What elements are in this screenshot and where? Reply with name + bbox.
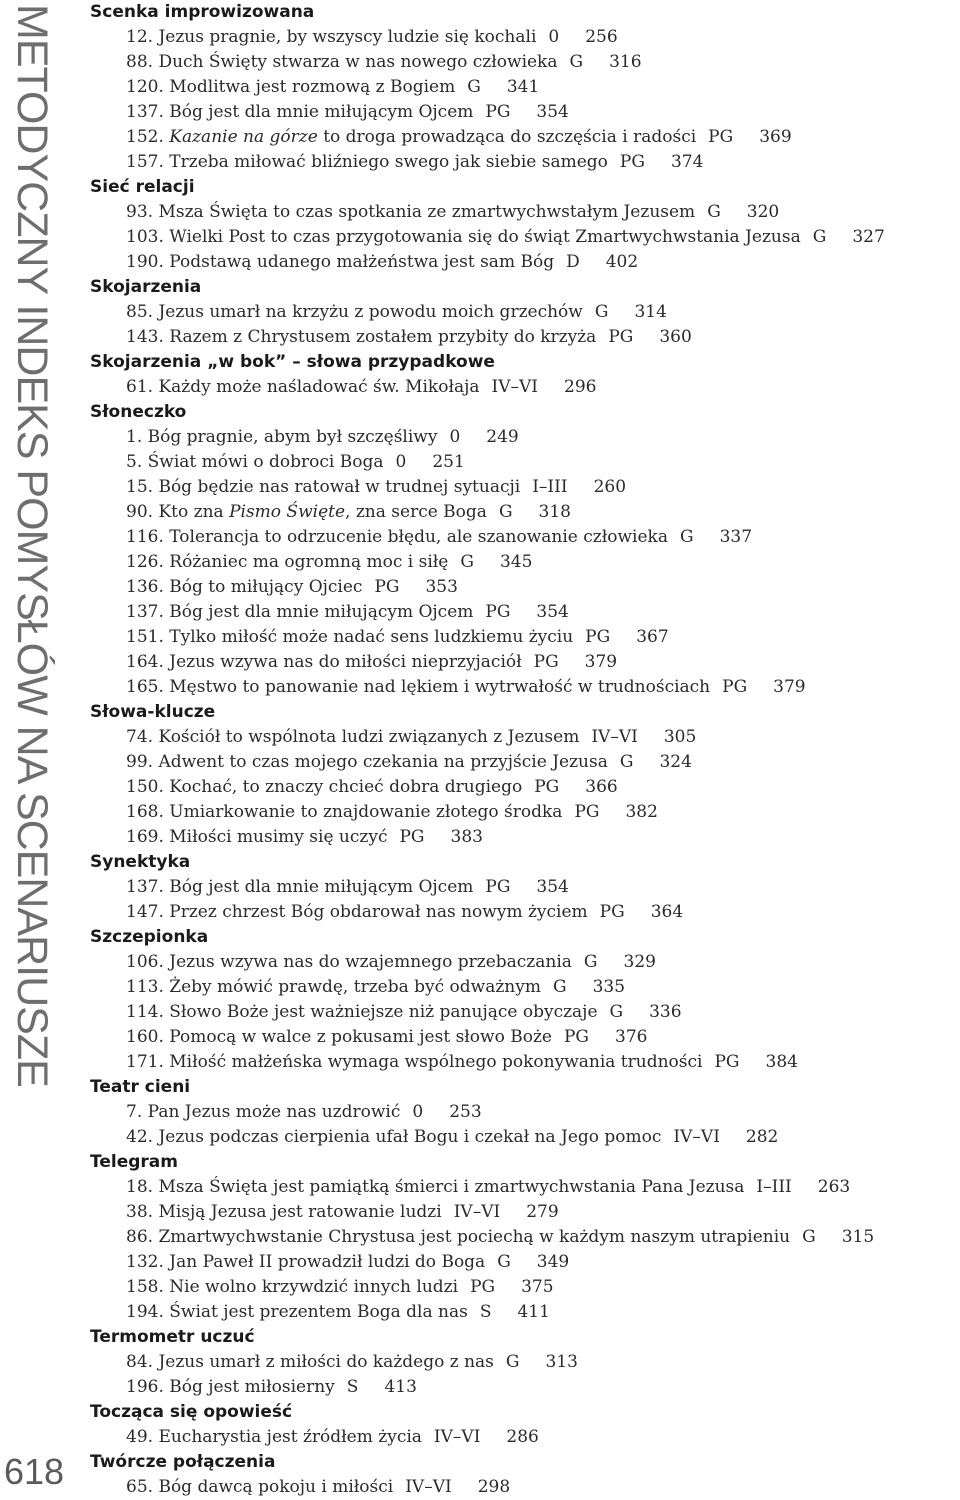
entry-level: 0 bbox=[449, 427, 461, 447]
entry-title: Adwent to czas mojego czekania na przyjście Jezusa bbox=[158, 752, 608, 772]
entry-level: IV–VI bbox=[453, 1202, 501, 1222]
index-entry bbox=[90, 1200, 960, 1225]
index-entry bbox=[90, 1225, 960, 1250]
entry-page-number: 379 bbox=[773, 677, 806, 697]
entry-level: G bbox=[707, 202, 721, 222]
entry-level: G bbox=[609, 1002, 624, 1022]
entry-page-number: 315 bbox=[841, 1227, 875, 1247]
entry-title: Jezus umarł z miłości do każdego z nas bbox=[158, 1352, 494, 1372]
index-entry bbox=[90, 375, 960, 400]
index-entry bbox=[90, 75, 960, 100]
entry-title: Tolerancja to odrzucenie błędu, ale szanowanie człowieka bbox=[169, 527, 668, 547]
entry-title: Świat mówi o dobroci Boga bbox=[147, 452, 384, 472]
entry-page-number: 298 bbox=[477, 1477, 511, 1497]
entry-title: Pomocą w walce z pokusami jest słowo Boże bbox=[169, 1027, 552, 1047]
entry-level: PG bbox=[608, 327, 634, 347]
index-entry bbox=[90, 1250, 960, 1275]
entry-title: Żeby mówić prawdę, trzeba być odważnym bbox=[169, 977, 541, 997]
entry-title: Męstwo to panowanie nad lękiem i wytrwałość w trudnościach bbox=[169, 677, 711, 697]
index-entry bbox=[90, 600, 960, 625]
entry-page-number: 376 bbox=[615, 1027, 648, 1047]
entry-page-number: 263 bbox=[817, 1177, 851, 1197]
entry-level: 0 bbox=[548, 27, 560, 47]
entry-number: 132. bbox=[126, 1252, 164, 1272]
entry-title: Trzeba miłować bliźniego swego jak siebie samego bbox=[169, 152, 608, 172]
entry-level: PG bbox=[485, 877, 511, 897]
entry-title: Miłości musimy się uczyć bbox=[169, 827, 388, 847]
entry-page-number: 383 bbox=[450, 827, 483, 847]
entry-number: 74. bbox=[126, 727, 154, 747]
entry-number: 15. bbox=[126, 477, 154, 497]
entry-page-number: 313 bbox=[545, 1352, 578, 1372]
methodical-index bbox=[90, 0, 960, 1500]
entry-level: PG bbox=[708, 127, 734, 147]
entry-level: IV–VI bbox=[405, 1477, 452, 1497]
index-entry bbox=[90, 200, 960, 225]
entry-level: PG bbox=[599, 902, 625, 922]
entry-level: G bbox=[594, 302, 609, 322]
index-category: Telegram bbox=[90, 1152, 178, 1172]
entry-number: 5. bbox=[126, 452, 143, 472]
entry-page-number: 366 bbox=[585, 777, 618, 797]
page-number: 618 bbox=[4, 1451, 65, 1492]
entry-number: 147. bbox=[126, 902, 164, 922]
entry-page-number: 282 bbox=[745, 1127, 779, 1147]
entry-title: Jan Paweł II prowadził ludzi do Boga bbox=[169, 1252, 486, 1272]
index-category: Twórcze połączenia bbox=[90, 1452, 276, 1472]
entry-number: 151. bbox=[126, 627, 164, 647]
entry-page-number: 327 bbox=[852, 227, 885, 247]
entry-number: 150. bbox=[126, 777, 164, 797]
entry-number: 137. bbox=[126, 102, 164, 122]
entry-level: PG bbox=[574, 802, 600, 822]
entry-page-number: 413 bbox=[384, 1377, 417, 1397]
entry-page-number: 329 bbox=[623, 952, 656, 972]
index-category: Scenka improwizowana bbox=[90, 2, 315, 22]
index-category: Słowa-klucze bbox=[90, 702, 216, 722]
entry-title: Kościół to wspólnota ludzi związanych z Jezusem bbox=[158, 727, 580, 747]
entry-page-number: 305 bbox=[663, 727, 697, 747]
entry-page-number: 402 bbox=[605, 252, 639, 272]
entry-number: 196. bbox=[126, 1377, 164, 1397]
entry-number: 86. bbox=[126, 1227, 154, 1247]
entry-page-number: 251 bbox=[432, 452, 465, 472]
entry-page-number: 374 bbox=[670, 152, 704, 172]
index-entry bbox=[90, 750, 960, 775]
entry-level: S bbox=[479, 1302, 492, 1322]
entry-level: I–III bbox=[532, 477, 568, 497]
index-entry bbox=[90, 250, 960, 275]
entry-level: IV–VI bbox=[591, 727, 638, 747]
index-category: Sieć relacji bbox=[90, 177, 195, 197]
entry-level: IV–VI bbox=[673, 1127, 720, 1147]
index-category: Skojarzenia „w bok” – słowa przypadkowe bbox=[90, 352, 495, 372]
entry-level: S bbox=[346, 1377, 359, 1397]
entry-title-italic: Pismo Święte bbox=[229, 502, 346, 522]
index-entry bbox=[90, 825, 960, 850]
entry-title: Podstawą udanego małżeństwa jest sam Bóg bbox=[169, 252, 555, 272]
entry-title: Bóg jest dla mnie miłującym Ojcem bbox=[169, 602, 474, 622]
index-entry bbox=[90, 775, 960, 800]
index-category: Termometr uczuć bbox=[90, 1327, 255, 1347]
index-entry bbox=[90, 1350, 960, 1375]
index-category: Słoneczko bbox=[90, 402, 187, 422]
entry-page-number: 354 bbox=[536, 102, 569, 122]
entry-level: G bbox=[497, 1252, 511, 1272]
entry-level: G bbox=[680, 527, 694, 547]
entry-number: 88. bbox=[126, 52, 154, 72]
entry-title: Jezus podczas cierpienia ufał Bogu i czekał na Jego pomoc bbox=[158, 1127, 662, 1147]
entry-page-number: 249 bbox=[486, 427, 519, 447]
entry-number: 18. bbox=[126, 1177, 154, 1197]
index-entry bbox=[90, 550, 960, 575]
index-entry bbox=[90, 1375, 960, 1400]
entry-level: G bbox=[552, 977, 567, 997]
entry-number: 126. bbox=[126, 552, 164, 572]
index-entry bbox=[90, 1125, 960, 1150]
entry-number: 158. bbox=[126, 1277, 164, 1297]
entry-number: 143. bbox=[126, 327, 164, 347]
entry-number: 12. bbox=[126, 27, 154, 47]
entry-page-number: 341 bbox=[506, 77, 540, 97]
index-entry bbox=[90, 575, 960, 600]
entry-page-number: 320 bbox=[746, 202, 780, 222]
entry-number: 61. bbox=[126, 377, 154, 397]
entry-title: Msza Święta to czas spotkania ze zmartwychwstałym Jezusem bbox=[158, 202, 696, 222]
index-entry bbox=[90, 675, 960, 700]
entry-number: 90. bbox=[126, 502, 154, 522]
entry-title: Pan Jezus może nas uzdrowić bbox=[147, 1102, 401, 1122]
index-category: Teatr cieni bbox=[90, 1077, 191, 1097]
index-entry bbox=[90, 900, 960, 925]
entry-level: G bbox=[569, 52, 584, 72]
index-entry bbox=[90, 450, 960, 475]
entry-page-number: 260 bbox=[593, 477, 627, 497]
entry-number: 165. bbox=[126, 677, 164, 697]
entry-number: 169. bbox=[126, 827, 164, 847]
index-entry bbox=[90, 1175, 960, 1200]
entry-level: PG bbox=[619, 152, 645, 172]
entry-level: PG bbox=[563, 1027, 590, 1047]
entry-number: 190. bbox=[126, 252, 164, 272]
entry-title bbox=[169, 127, 696, 147]
entry-number: 168. bbox=[126, 802, 164, 822]
entry-title: Bóg to miłujący Ojciec bbox=[169, 577, 363, 597]
entry-number: 164. bbox=[126, 652, 164, 672]
index-entry bbox=[90, 500, 960, 525]
entry-number: 160. bbox=[126, 1027, 164, 1047]
entry-title: Eucharystia jest źródłem życia bbox=[158, 1427, 422, 1447]
entry-title-rest: to droga prowadząca do szczęścia i radości bbox=[317, 127, 697, 147]
entry-number: 113. bbox=[126, 977, 164, 997]
entry-level: D bbox=[566, 252, 580, 272]
entry-title: Zmartwychwstanie Chrystusa jest pociechą w każdym naszym utrapieniu bbox=[158, 1227, 791, 1247]
entry-level: G bbox=[619, 752, 634, 772]
entry-page-number: 354 bbox=[536, 602, 569, 622]
entry-title: Każdy może naśladować św. Mikołaja bbox=[158, 377, 480, 397]
entry-title: Różaniec ma ogromną moc i siłę bbox=[169, 552, 449, 572]
entry-level: 0 bbox=[412, 1102, 424, 1122]
entry-number: 93. bbox=[126, 202, 154, 222]
entry-title: Bóg dawcą pokoju i miłości bbox=[158, 1477, 394, 1497]
entry-level: IV–VI bbox=[433, 1427, 481, 1447]
entry-level: PG bbox=[485, 102, 511, 122]
entry-page-number: 360 bbox=[659, 327, 692, 347]
entry-page-number: 367 bbox=[636, 627, 669, 647]
index-entry bbox=[90, 125, 960, 150]
entry-number: 7. bbox=[126, 1102, 143, 1122]
entry-level: 0 bbox=[395, 452, 407, 472]
index-entry bbox=[90, 1100, 960, 1125]
entry-page-number: 253 bbox=[449, 1102, 482, 1122]
entry-page-number: 353 bbox=[425, 577, 458, 597]
index-entry bbox=[90, 525, 960, 550]
entry-title: Bóg jest dla mnie miłującym Ojcem bbox=[169, 102, 474, 122]
entry-title: Bóg będzie nas ratował w trudnej sytuacji bbox=[158, 477, 521, 497]
index-entry bbox=[90, 300, 960, 325]
entry-title-italic: Kazanie na górze bbox=[169, 127, 318, 147]
index-entry bbox=[90, 650, 960, 675]
entry-page-number: 364 bbox=[650, 902, 684, 922]
index-entry bbox=[90, 800, 960, 825]
entry-level: PG bbox=[585, 627, 611, 647]
entry-number: 137. bbox=[126, 877, 164, 897]
entry-number: 84. bbox=[126, 1352, 154, 1372]
entry-level: PG bbox=[374, 577, 400, 597]
index-entry bbox=[90, 1300, 960, 1325]
entry-title-rest: , zna serce Boga bbox=[345, 502, 487, 522]
entry-title: Razem z Chrystusem zostałem przybity do krzyża bbox=[169, 327, 597, 347]
index-entry bbox=[90, 1025, 960, 1050]
entry-title: Kochać, to znaczy chcieć dobra drugiego bbox=[169, 777, 523, 797]
index-entry bbox=[90, 725, 960, 750]
entry-level: G bbox=[467, 77, 481, 97]
entry-level: PG bbox=[485, 602, 511, 622]
entry-number: 106. bbox=[126, 952, 164, 972]
entry-page-number: 384 bbox=[765, 1052, 798, 1072]
index-entry bbox=[90, 950, 960, 975]
entry-page-number: 256 bbox=[585, 27, 618, 47]
entry-page-number: 337 bbox=[719, 527, 753, 547]
entry-title: Tylko miłość może nadać sens ludzkiemu życiu bbox=[169, 627, 574, 647]
entry-title: Duch Święty stwarza w nas nowego człowieka bbox=[158, 52, 558, 72]
entry-page-number: 316 bbox=[609, 52, 642, 72]
index-entry bbox=[90, 1050, 960, 1075]
entry-page-number: 375 bbox=[521, 1277, 554, 1297]
entry-title: Wielki Post to czas przygotowania się do świąt Zmartwychwstania Jezusa bbox=[169, 227, 801, 247]
entry-level: G bbox=[812, 227, 827, 247]
index-entry bbox=[90, 475, 960, 500]
entry-title: Bóg pragnie, abym był szczęśliwy bbox=[147, 427, 438, 447]
entry-title: Misją Jezusa jest ratowanie ludzi bbox=[158, 1202, 442, 1222]
index-entry bbox=[90, 325, 960, 350]
index-entry bbox=[90, 625, 960, 650]
entry-level: IV–VI bbox=[491, 377, 539, 397]
entry-page-number: 379 bbox=[584, 652, 618, 672]
entry-level: G bbox=[460, 552, 474, 572]
entry-title: Przez chrzest Bóg obdarował nas nowym życiem bbox=[169, 902, 588, 922]
entry-level: PG bbox=[533, 652, 559, 672]
entry-number: 136. bbox=[126, 577, 164, 597]
entry-page-number: 318 bbox=[538, 502, 571, 522]
entry-title: Jezus wzywa nas do miłości nieprzyjaciół bbox=[169, 652, 522, 672]
index-entry bbox=[90, 1425, 960, 1450]
entry-number: 194. bbox=[126, 1302, 164, 1322]
entry-page-number: 286 bbox=[506, 1427, 539, 1447]
entry-level: I–III bbox=[756, 1177, 792, 1197]
index-entry bbox=[90, 50, 960, 75]
entry-title: Jezus umarł na krzyżu z powodu moich grzechów bbox=[158, 302, 583, 322]
index-entry bbox=[90, 225, 960, 250]
entry-level: G bbox=[802, 1227, 816, 1247]
entry-page-number: 324 bbox=[659, 752, 692, 772]
index-category: Skojarzenia bbox=[90, 277, 202, 297]
side-running-title: METODYCZNY INDEKS POMYSŁÓW NA SCENARIUSZE bbox=[8, 4, 56, 1087]
index-category: Szczepionka bbox=[90, 927, 209, 947]
entry-level: PG bbox=[534, 777, 560, 797]
entry-number: 99. bbox=[126, 752, 154, 772]
entry-number: 103. bbox=[126, 227, 164, 247]
entry-title: Msza Święta jest pamiątką śmierci i zmartwychwstania Pana Jezusa bbox=[158, 1177, 745, 1197]
entry-number: 116. bbox=[126, 527, 164, 547]
entry-page-number: 382 bbox=[625, 802, 658, 822]
entry-number: 152. bbox=[126, 127, 164, 147]
entry-level: G bbox=[498, 502, 513, 522]
entry-page-number: 314 bbox=[634, 302, 667, 322]
index-entry bbox=[90, 975, 960, 1000]
index-entry bbox=[90, 875, 960, 900]
entry-title: Bóg jest miłosierny bbox=[169, 1377, 335, 1397]
entry-number: 49. bbox=[126, 1427, 154, 1447]
entry-number: 120. bbox=[126, 77, 164, 97]
entry-title: Słowo Boże jest ważniejsze niż panujące obyczaje bbox=[169, 1002, 598, 1022]
entry-level: PG bbox=[470, 1277, 496, 1297]
index-entry bbox=[90, 425, 960, 450]
entry-level: G bbox=[505, 1352, 520, 1372]
entry-title: Modlitwa jest rozmową z Bogiem bbox=[169, 77, 456, 97]
entry-page-number: 296 bbox=[564, 377, 597, 397]
entry-title: Jezus wzywa nas do wzajemnego przebaczania bbox=[169, 952, 572, 972]
entry-level: G bbox=[583, 952, 598, 972]
entry-level: PG bbox=[722, 677, 748, 697]
entry-page-number: 335 bbox=[592, 977, 626, 997]
index-entry bbox=[90, 1475, 960, 1500]
entry-number: 157. bbox=[126, 152, 164, 172]
entry-title-prefix: Kto zna bbox=[158, 502, 230, 522]
entry-title: Nie wolno krzywdzić innych ludzi bbox=[169, 1277, 459, 1297]
index-entry bbox=[90, 1275, 960, 1300]
index-entry bbox=[90, 150, 960, 175]
entry-title: Miłość małżeńska wymaga wspólnego pokonywania trudności bbox=[169, 1052, 703, 1072]
entry-page-number: 279 bbox=[526, 1202, 559, 1222]
entry-title: Bóg jest dla mnie miłującym Ojcem bbox=[169, 877, 474, 897]
entry-number: 85. bbox=[126, 302, 154, 322]
index-entry bbox=[90, 1000, 960, 1025]
index-category: Tocząca się opowieść bbox=[90, 1402, 293, 1422]
entry-number: 137. bbox=[126, 602, 164, 622]
entry-page-number: 354 bbox=[536, 877, 569, 897]
entry-level: PG bbox=[399, 827, 425, 847]
entry-number: 114. bbox=[126, 1002, 164, 1022]
entry-page-number: 411 bbox=[517, 1302, 550, 1322]
entry-page-number: 336 bbox=[649, 1002, 682, 1022]
entry-page-number: 349 bbox=[536, 1252, 570, 1272]
index-entry bbox=[90, 100, 960, 125]
entry-page-number: 345 bbox=[499, 552, 533, 572]
entry-number: 171. bbox=[126, 1052, 164, 1072]
entry-number: 65. bbox=[126, 1477, 154, 1497]
entry-number: 1. bbox=[126, 427, 143, 447]
entry-number: 42. bbox=[126, 1127, 154, 1147]
entry-title: Świat jest prezentem Boga dla nas bbox=[169, 1302, 468, 1322]
entry-page-number: 369 bbox=[759, 127, 792, 147]
entry-title: Umiarkowanie to znajdowanie złotego środka bbox=[169, 802, 563, 822]
index-category: Synektyka bbox=[90, 852, 191, 872]
index-entry bbox=[90, 25, 960, 50]
entry-level: PG bbox=[714, 1052, 740, 1072]
entry-title: Jezus pragnie, by wszyscy ludzie się kochali bbox=[158, 27, 537, 47]
entry-title bbox=[158, 502, 486, 522]
entry-number: 38. bbox=[126, 1202, 154, 1222]
